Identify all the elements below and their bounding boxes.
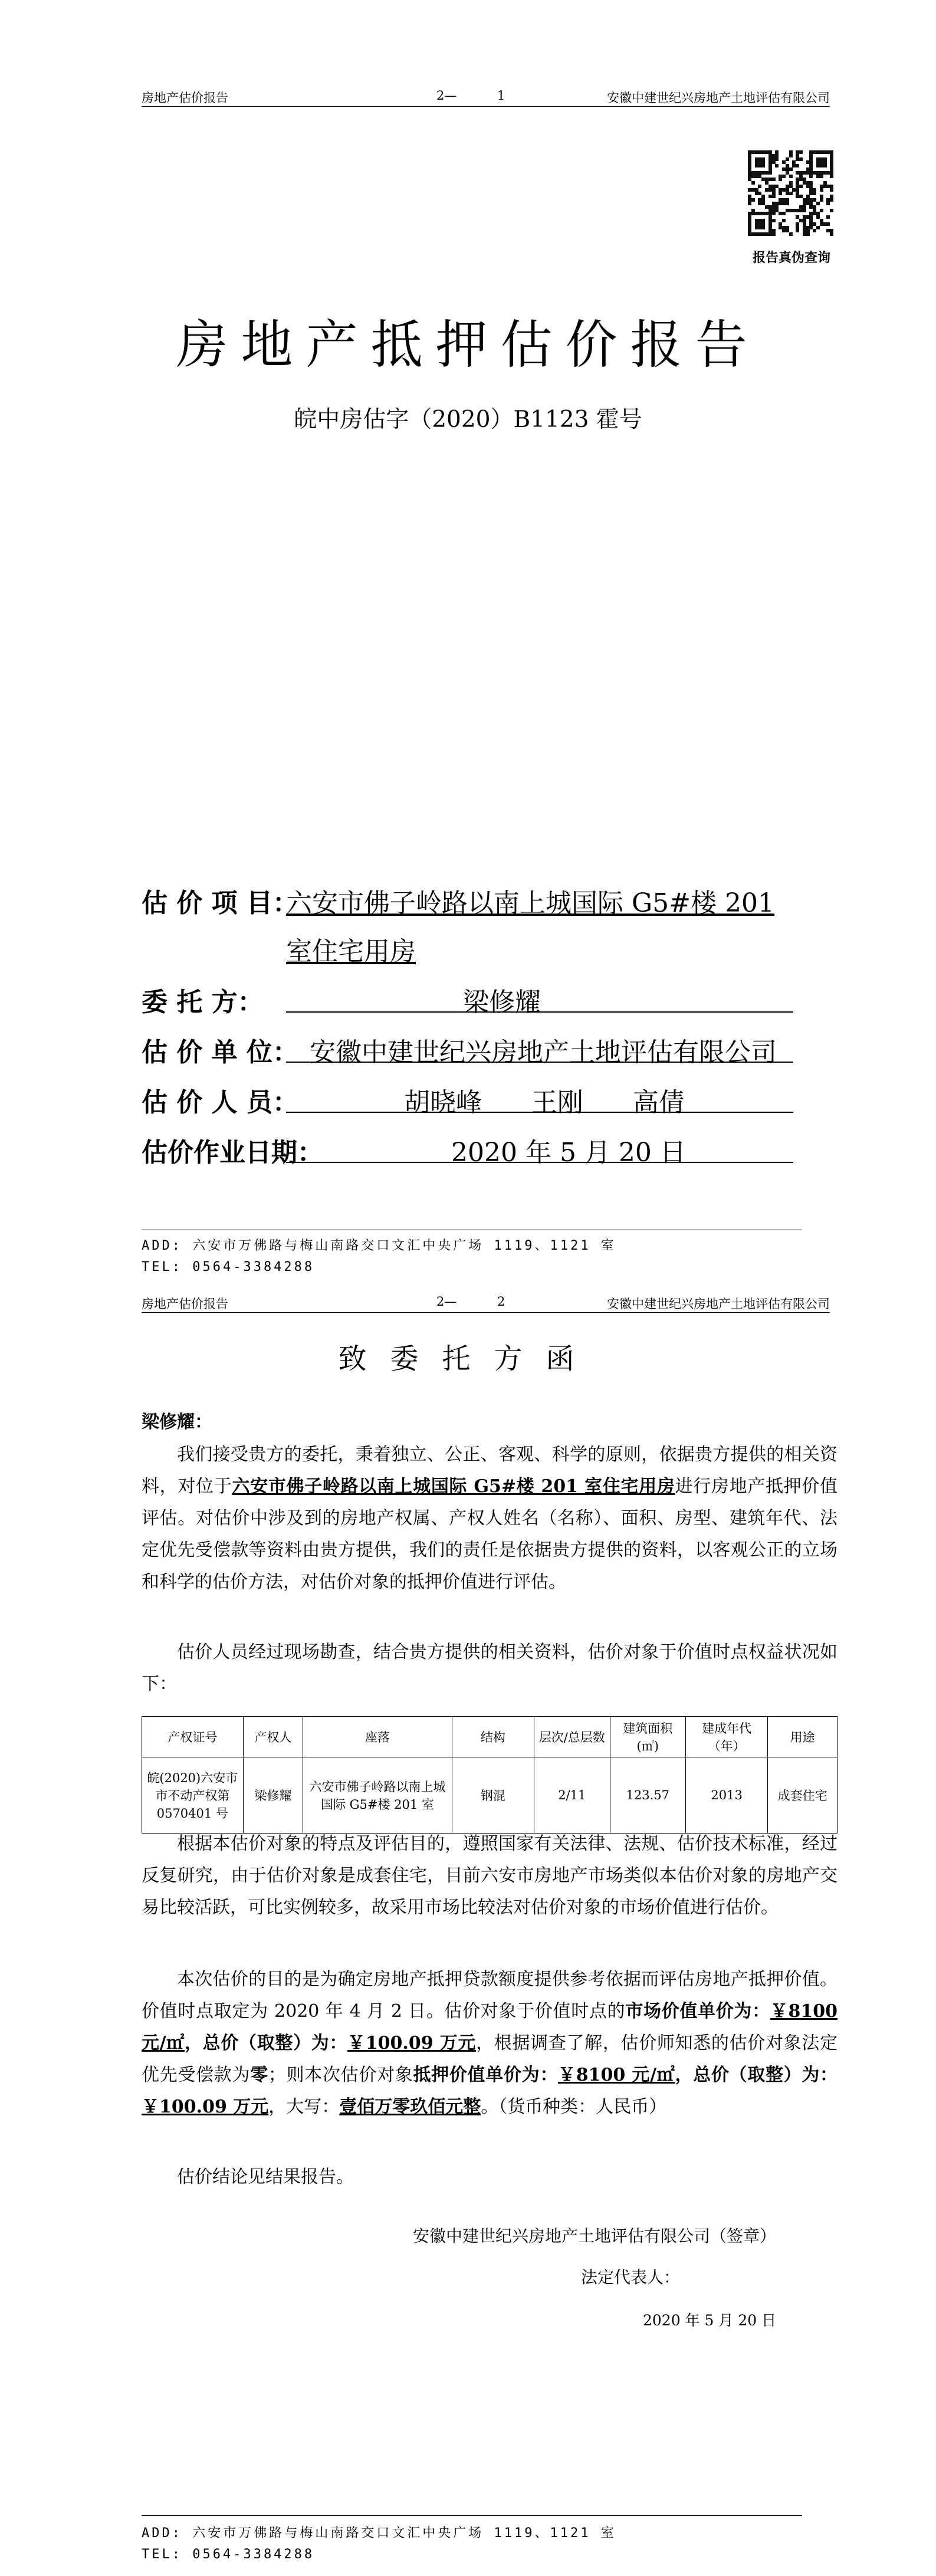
qr-module [772, 232, 776, 236]
qr-module [809, 175, 813, 178]
qr-module [826, 222, 830, 226]
cell-owner: 梁修耀 [243, 1757, 303, 1834]
p4-mortgage-unit: ￥8100 元/㎡ [558, 2065, 675, 2085]
col-header: 结构 [452, 1717, 534, 1757]
p4-text: 本次估价的目的是为确定房地产抵押贷款额度提供参考依据而评估房地产抵押价值。价值时点取定为 2020 年 4 月 2 日。估价对象于价值时点的 [142, 1969, 838, 2022]
p4-text: ，大写： [268, 2097, 340, 2117]
qr-module [796, 164, 799, 167]
qr-module [779, 192, 782, 195]
qr-module [830, 209, 833, 212]
qr-module [772, 178, 776, 181]
qr-module [789, 154, 793, 157]
signature-company: 安徽中建世纪兴房地产土地评估有限公司（签章） [413, 2226, 777, 2246]
salutation: 梁修耀： [142, 1412, 212, 1432]
qr-module [775, 164, 779, 167]
table-header-row [142, 1717, 838, 1757]
header-page-number: 2— 1 [436, 88, 505, 103]
footer-address-2 [142, 2523, 616, 2565]
qr-module [796, 229, 799, 232]
qr-module [803, 209, 806, 212]
qr-caption: 报告真伪查询 [752, 250, 830, 265]
header-left: 房地产估价报告 [142, 1297, 228, 1311]
qr-module [748, 202, 751, 205]
footer-add: ADD: 六安市万佛路与梅山南路交口文汇中央广场 1119、1121 室 [142, 1238, 616, 1253]
header-company: 安徽中建世纪兴房地产土地评估有限公司 [607, 1297, 830, 1311]
signature-representative: 法定代表人： [581, 2268, 681, 2287]
cell-year: 2013 [685, 1757, 767, 1834]
qr-module [820, 209, 823, 212]
qr-module [816, 202, 820, 205]
paragraph-1 [142, 1439, 838, 1598]
p4-mortgage-label: 抵押价值单价为： [413, 2065, 559, 2085]
p4-text: ；则本次估价对象 [268, 2065, 413, 2085]
qr-module [775, 157, 779, 161]
qr-module [789, 175, 793, 178]
cell-floor: 2/11 [534, 1757, 610, 1834]
qr-module [830, 198, 833, 202]
field-value: 六安市佛子岭路以南上城国际 G5#楼 201 [286, 888, 774, 918]
field-label: 估 价 人 员： [142, 1087, 298, 1118]
qr-module [830, 175, 833, 178]
p1-property: 六安市佛子岭路以南上城国际 G5#楼 201 室住宅用房 [232, 1476, 675, 1497]
footer-tel: TEL: 0564-3384288 [142, 2547, 315, 2562]
p4-market-label: 市场价值单价为： [625, 2001, 770, 2022]
qr-module [813, 192, 816, 195]
footer-add: ADD: 六安市万佛路与梅山南路交口文汇中央广场 1119、1121 室 [142, 2526, 616, 2541]
letter-title: 致委托方函 [338, 1342, 598, 1375]
field-label: 估 价 单 位： [142, 1037, 298, 1067]
qr-module [758, 185, 761, 188]
cell-cert-no: 皖(2020)六安市市不动产权第 0570401 号 [142, 1757, 244, 1834]
table-row [142, 1757, 838, 1834]
qr-module [799, 150, 803, 154]
qr-code-icon[interactable] [748, 150, 833, 236]
field-value: 胡晓峰 王刚 高倩 [404, 1087, 685, 1118]
signature-date: 2020 年 5 月 20 日 [643, 2312, 777, 2329]
p1-text-cont: 进行房地产抵押价值评估。对估价中涉及到的房地产权属、产权人姓名（名称）、面积、房型、建筑年代、法定优先受偿款等资料由贵方提供，我们的责任是依据贵方提供的资料，以客观公正的立场和科学的估价方法，对估价对象的抵押价值进行评估。 [142, 1476, 838, 1592]
field-label: 估 价 项 目： [142, 888, 298, 918]
qr-module [751, 198, 755, 202]
header-left: 房地产估价报告 [142, 91, 228, 105]
qr-module [768, 171, 772, 175]
footer-tel: TEL: 0564-3384288 [142, 1260, 315, 1274]
p4-mortgage-total: ￥100.09 万元 [142, 2097, 269, 2117]
qr-module [823, 164, 827, 167]
cell-structure: 钢混 [452, 1757, 534, 1834]
qr-module [782, 212, 786, 215]
paragraph-4 [142, 1964, 838, 2123]
col-header: 建成年代（年） [685, 1717, 767, 1757]
qr-module [772, 219, 776, 222]
document-number: 皖中房估字（2020）B1123 霍号 [294, 406, 642, 433]
col-header: 层次/总层数 [534, 1717, 610, 1757]
p4-text: ，总价（取整）为： [675, 2065, 838, 2085]
p4-market-unit: ￥8100 元/㎡ [142, 2001, 838, 2053]
qr-module [789, 232, 793, 236]
header-company: 安徽中建世纪兴房地产土地评估有限公司 [607, 91, 830, 105]
field-value: 梁修耀 [463, 987, 541, 1017]
qr-module [751, 181, 755, 185]
page-header [142, 83, 830, 107]
cell-location: 六安市佛子岭路以南上城国际 G5#楼 201 室 [303, 1757, 452, 1834]
p4-priority: 零 [250, 2065, 268, 2085]
qr-module [820, 175, 823, 178]
paragraph-3: 根据本估价对象的特点及评估目的，遵照国家有关法律、法规、估价技术标准，经过反复研究，由于估价对象是成套住宅，目前六安市房地产市场类似本估价对象的房地产交易比较活跃，可比实例较多，故采用市场比较法对估价对象的市场价值进行估价。 [142, 1834, 838, 1918]
field-value: 安徽中建世纪兴房地产土地评估有限公司 [310, 1037, 777, 1067]
qr-module [830, 188, 833, 192]
p4-market-total: ￥100.09 万元 [347, 2033, 477, 2053]
qr-module [813, 229, 816, 232]
header-page-number: 2— 2 [436, 1294, 505, 1309]
col-header: 用途 [768, 1717, 838, 1757]
page-header [142, 1289, 830, 1313]
qr-module [772, 195, 776, 198]
property-table [142, 1716, 838, 1834]
qr-module [786, 157, 789, 161]
field-label: 估价作业日期： [142, 1138, 323, 1168]
qr-module [779, 178, 782, 181]
qr-module [761, 164, 765, 167]
qr-module [799, 185, 803, 188]
cell-use: 成套住宅 [768, 1757, 838, 1834]
footer-address [142, 1236, 616, 1278]
qr-module [789, 167, 793, 171]
p4-text: 。（货币种类：人民币） [481, 2097, 667, 2117]
qr-module [820, 198, 823, 202]
col-header: 建筑面积(㎡) [610, 1717, 685, 1757]
qr-module [782, 219, 786, 222]
col-header: 产权证号 [142, 1717, 244, 1757]
qr-module [816, 226, 820, 229]
col-header: 产权人 [243, 1717, 303, 1757]
footer-rule [142, 2515, 802, 2516]
field-value: 2020 年 5 月 20 日 [451, 1138, 686, 1168]
p4-text: ，根据调查了解，估价师知悉的估价对象法定优先受偿款为 [142, 2033, 838, 2085]
report-title: 房地产抵押估价报告 [176, 314, 760, 375]
col-header: 座落 [303, 1717, 452, 1757]
qr-module [772, 212, 776, 215]
p4-amount-words: 壹佰万零玖佰元整 [339, 2097, 481, 2117]
paragraph-2: 估价人员经过现场勘查，结合贵方提供的相关资料，估价对象于价值时点权益状况如下： [142, 1642, 838, 1694]
field-value: 室住宅用房 [286, 937, 416, 967]
qr-module [826, 215, 830, 219]
p1-text: 我们接受贵方的委托，秉着独立、公正、客观、科学的原则，依据贵方提供的相关资料，对位于 [142, 1444, 838, 1497]
p4-text: ，总价（取整）为： [185, 2033, 348, 2053]
paragraph-5: 估价结论见结果报告。 [177, 2167, 354, 2187]
qr-module [789, 192, 793, 195]
qr-module [826, 202, 830, 205]
qr-module [830, 232, 833, 236]
qr-module [806, 232, 810, 236]
qr-module [786, 202, 789, 205]
qr-module [799, 157, 803, 161]
qr-module [782, 175, 786, 178]
cell-area: 123.57 [610, 1757, 685, 1834]
qr-module [820, 188, 823, 192]
qr-module [761, 226, 765, 229]
field-label: 委 托 方： [142, 987, 264, 1017]
